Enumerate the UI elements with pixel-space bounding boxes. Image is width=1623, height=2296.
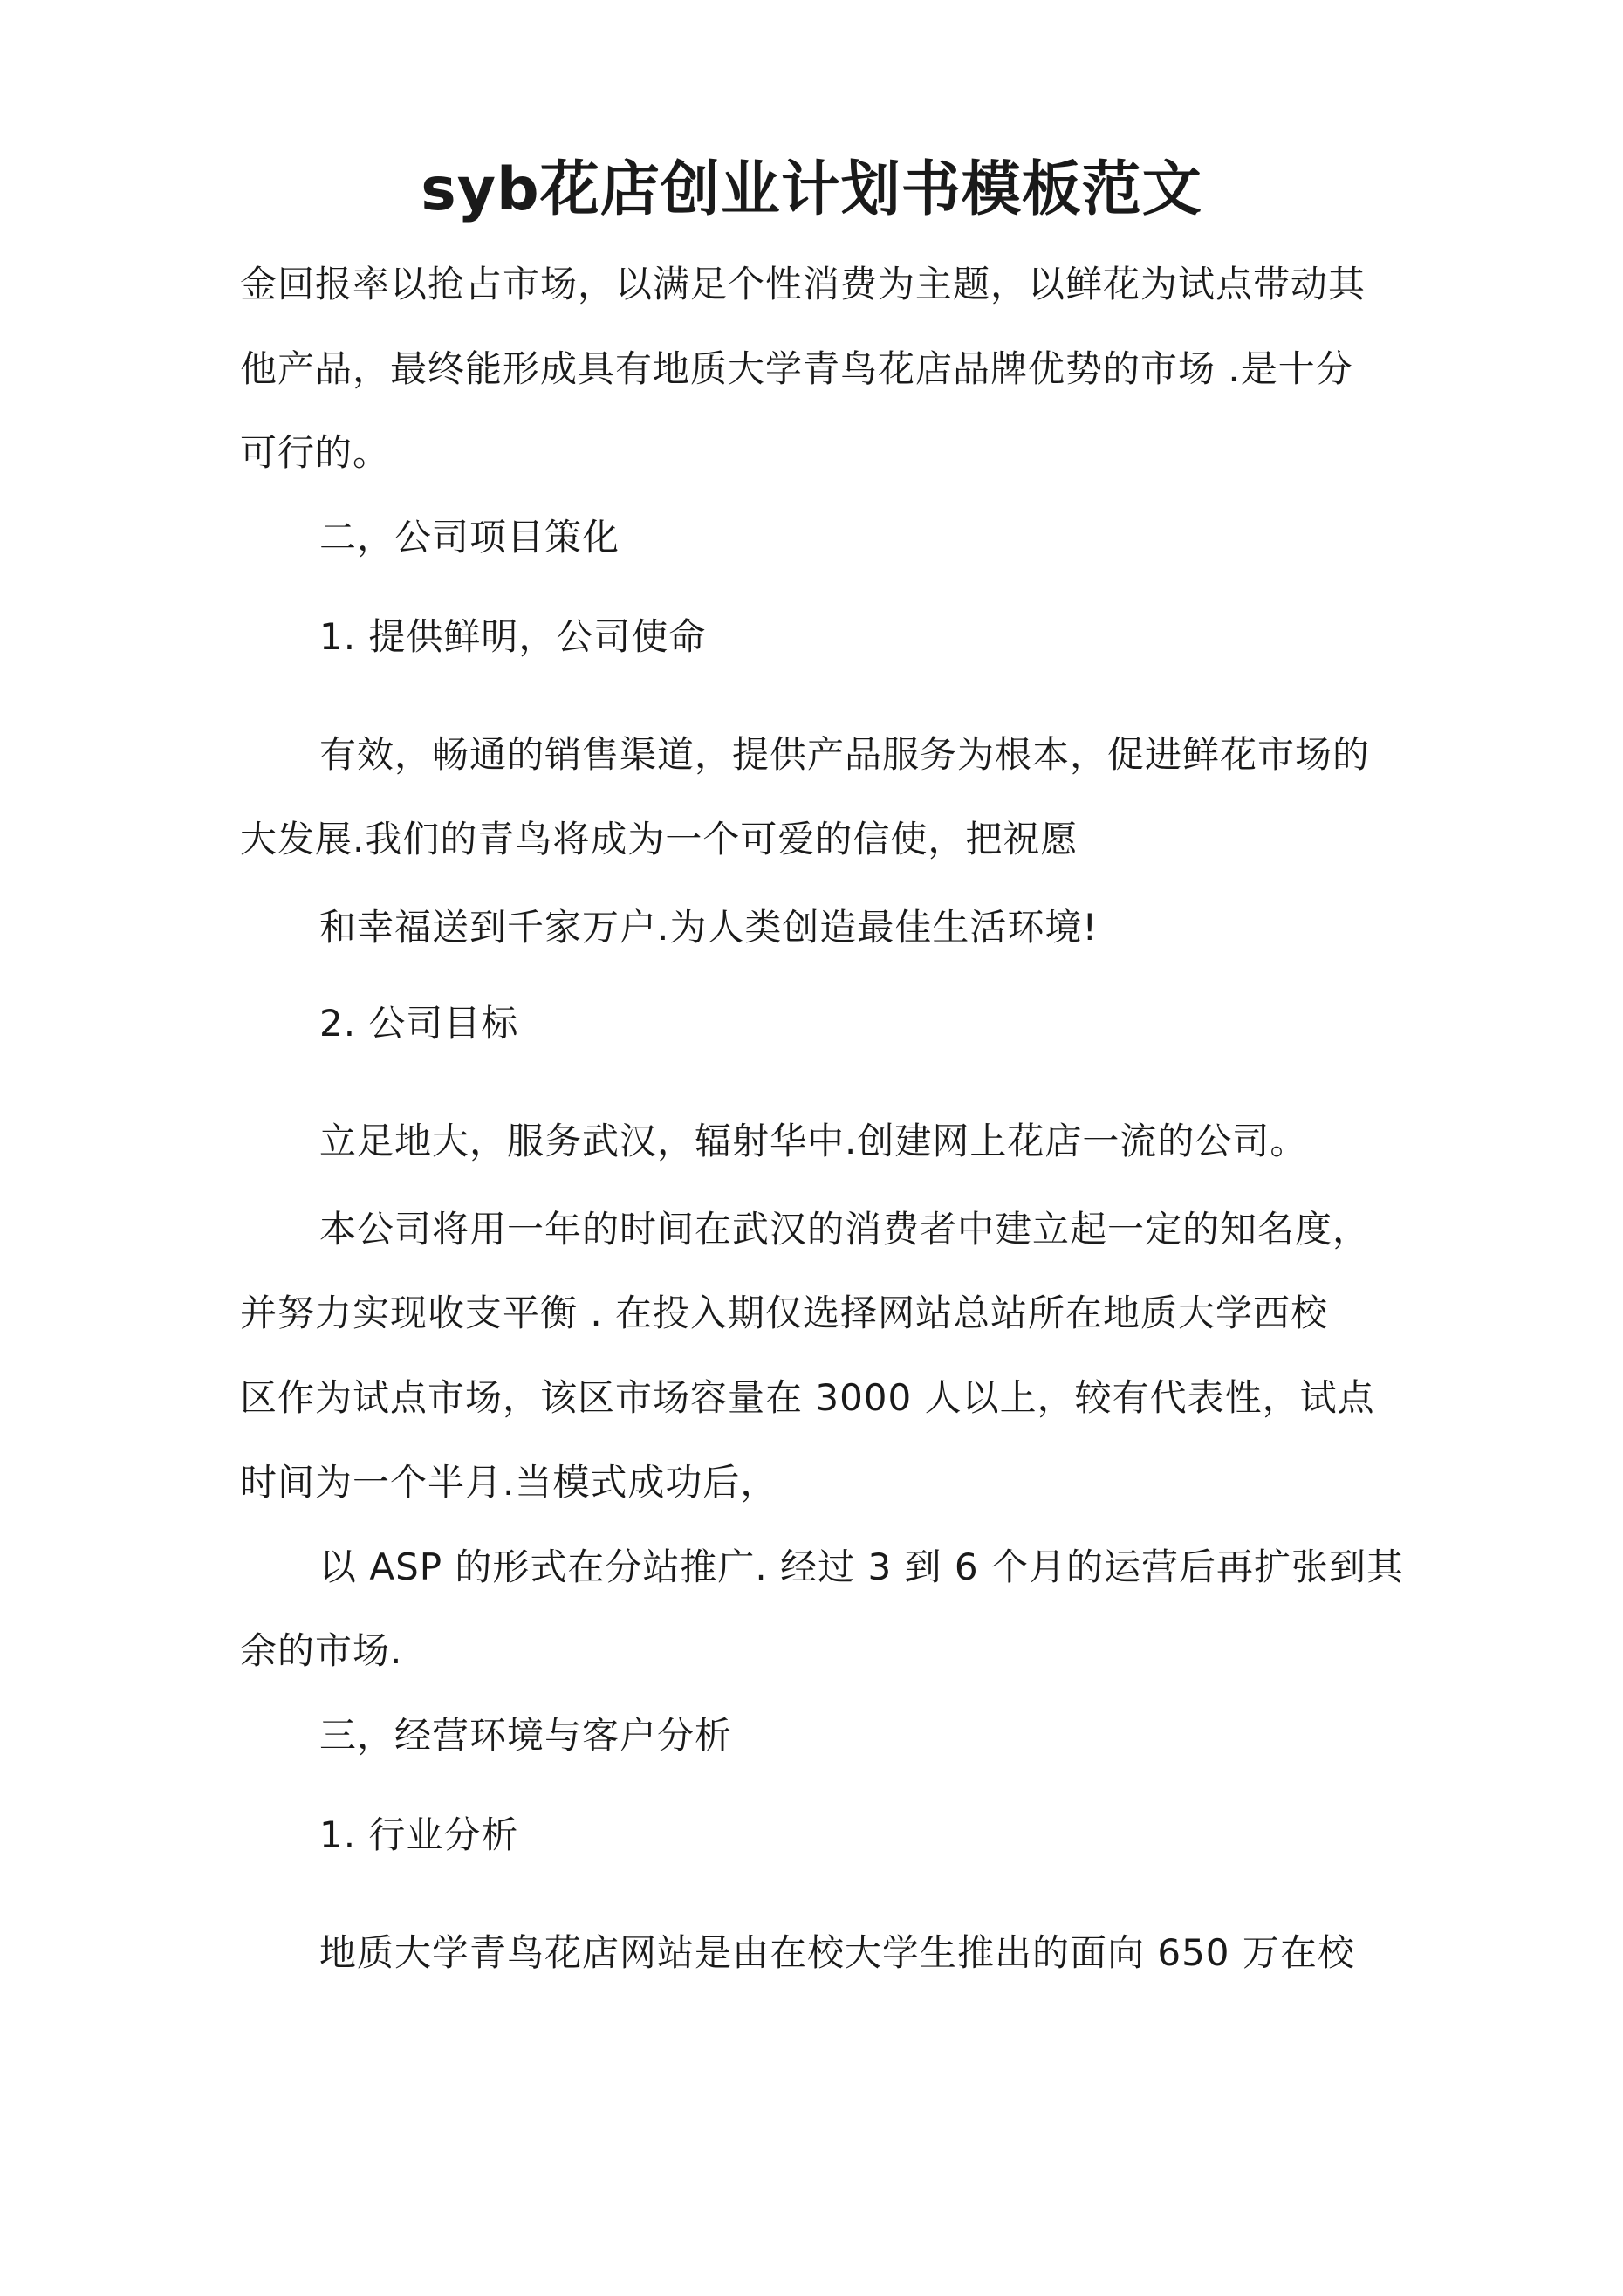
body-line: 时间为一个半月.当模式成功后， xyxy=(240,1461,778,1504)
body-line: 余的市场. xyxy=(240,1629,403,1672)
body-line: 区作为试点市场，该区市场容量在 3000 人以上，较有代表性，试点 xyxy=(240,1376,1375,1419)
body-line: 他产品，最终能形成具有地质大学青鸟花店品牌优势的市场 .是十分 xyxy=(240,347,1353,390)
section-heading: 三，经营环境与客户分析 xyxy=(319,1714,733,1757)
body-line: 大发展.我们的青鸟将成为一个可爱的信使，把祝愿 xyxy=(240,818,1079,860)
subsection-heading: 1. 提供鲜明，公司使命 xyxy=(319,615,707,658)
document-title: syb花店创业计划书模板范文 xyxy=(421,155,1202,224)
body-line: 可行的。 xyxy=(240,431,391,474)
subsection-heading: 1. 行业分析 xyxy=(319,1813,519,1856)
body-line: 和幸福送到千家万户.为人类创造最佳生活环境! xyxy=(319,906,1099,949)
body-line: 以 ASP 的形式在分站推广. 经过 3 到 6 个月的运营后再扩张到其 xyxy=(319,1546,1404,1588)
body-line: 立足地大，服务武汉，辐射华中.创建网上花店一流的公司。 xyxy=(319,1120,1308,1162)
body-line: 本公司将用一年的时间在武汉的消费者中建立起一定的知名度， xyxy=(319,1208,1371,1251)
subsection-heading: 2. 公司目标 xyxy=(319,1002,519,1045)
body-line: 金回报率以抢占市场，以满足个性消费为主题，以鲜花为试点带动其 xyxy=(240,263,1366,305)
body-line: 地质大学青鸟花店网站是由在校大学生推出的面向 650 万在校 xyxy=(319,1931,1355,1974)
section-heading: 二，公司项目策化 xyxy=(319,516,620,559)
body-line: 有效，畅通的销售渠道，提供产品服务为根本，促进鲜花市场的 xyxy=(319,733,1371,776)
body-line: 并努力实现收支平衡 . 在投入期仅选择网站总站所在地质大学西校 xyxy=(240,1292,1329,1334)
